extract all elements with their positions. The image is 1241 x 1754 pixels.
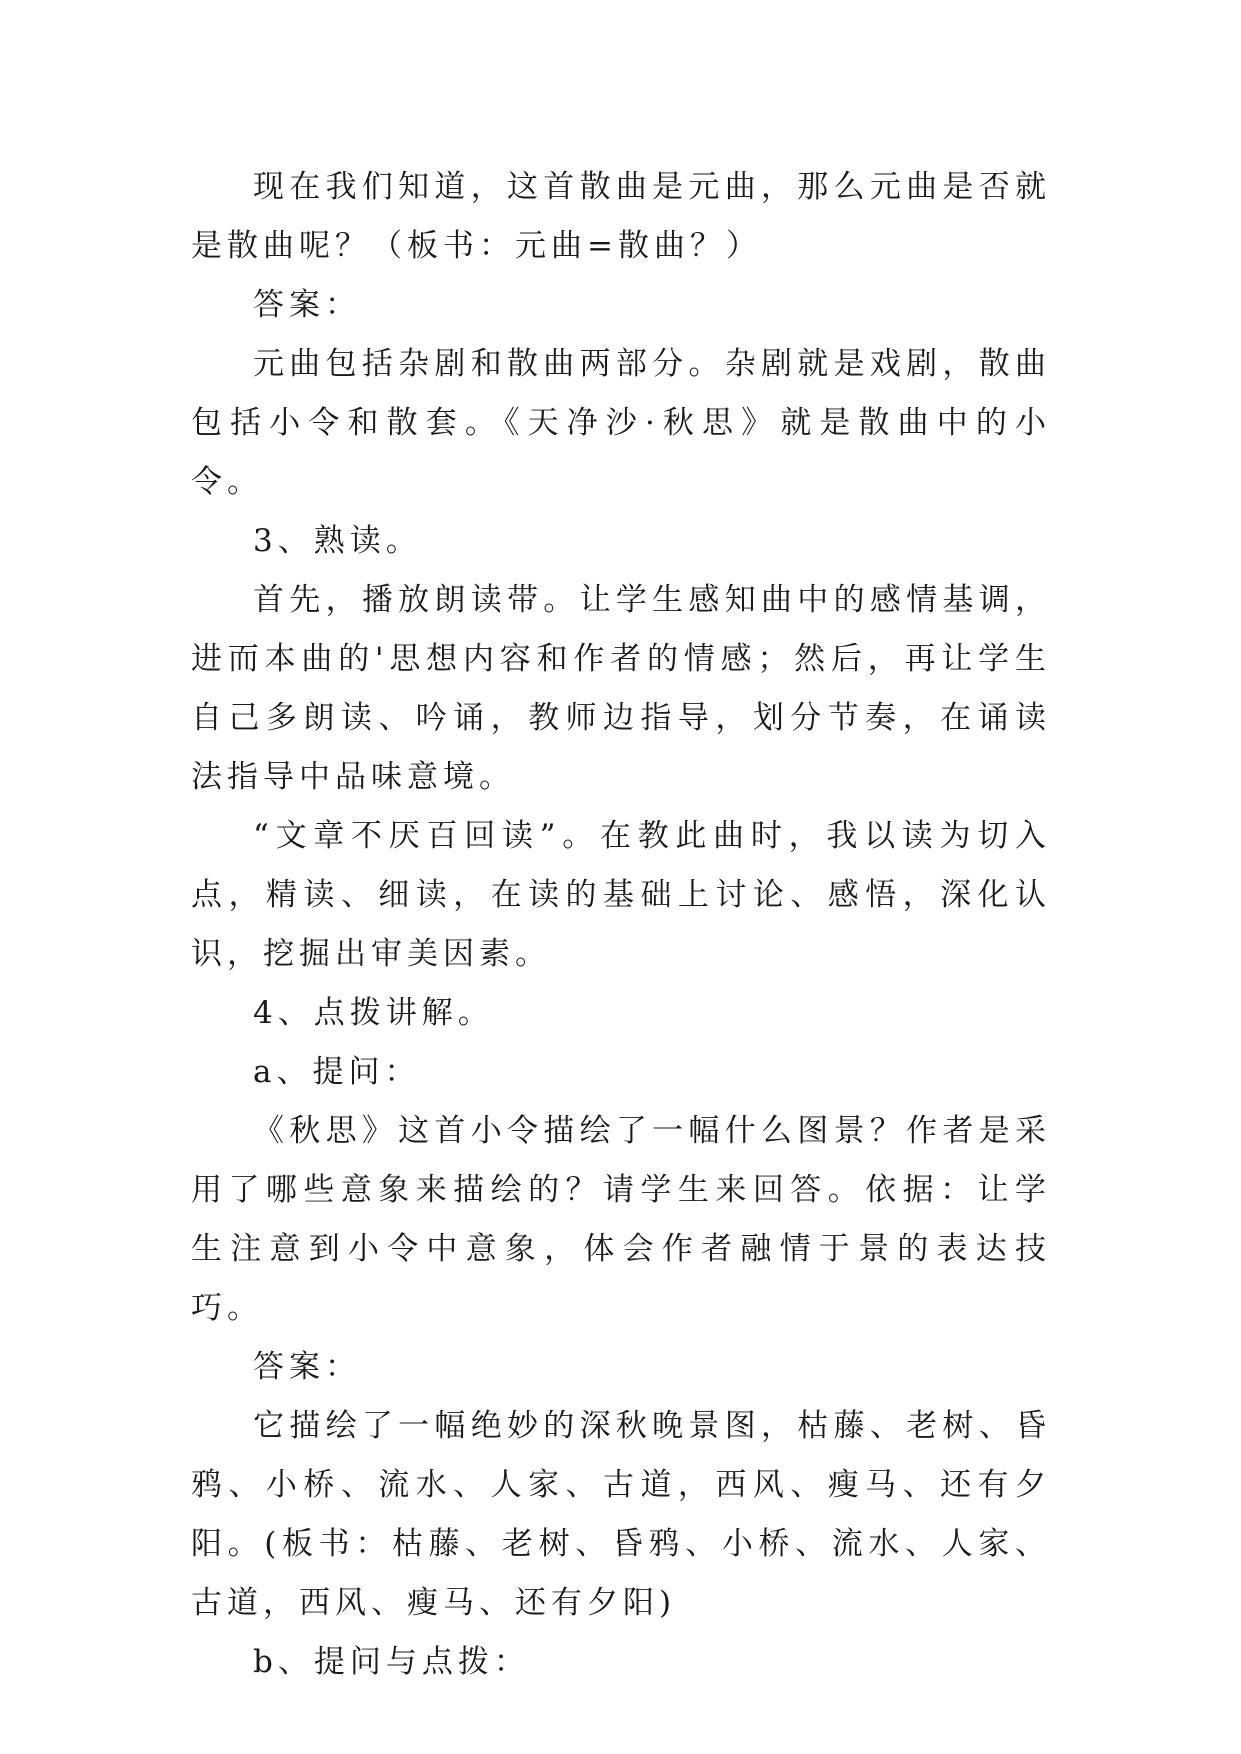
paragraph-heading-explain: 4、点拨讲解。 [253, 995, 494, 1031]
paragraph-answer-label-2: 答案： [253, 1349, 361, 1385]
paragraph-heading-shudu: 3、熟读。 [253, 523, 422, 559]
paragraph-reading-quote: “文章不厌百回读”。在教此曲时，我以读为切入点，精读、细读，在读的基础上讨论、感悟，深化认识，挖掘出审美因素。 [191, 818, 1051, 972]
document-body [191, 158, 1051, 1692]
paragraph-answer-label-1: 答案： [253, 287, 361, 323]
paragraph-reading-method: 首先，播放朗读带。让学生感知曲中的感情基调，进而本曲的'思想内容和作者的情感；然后，再让学生自己多朗读、吟诵，教师边指导，划分节奏，在诵读法指导中品味意境。 [191, 582, 1051, 795]
paragraph-yuanqu-answer: 元曲包括杂剧和散曲两部分。杂剧就是戏剧，散曲包括小令和散套。《天净沙·秋思》就是散曲中的小令。 [191, 346, 1051, 500]
paragraph-imagery-answer: 它描绘了一幅绝妙的深秋晚景图，枯藤、老树、昏鸦、小桥、流水、人家、古道，西风、瘦马、还有夕阳。(板书：枯藤、老树、昏鸦、小桥、流水、人家、古道，西风、瘦马、还有夕阳) [191, 1408, 1051, 1621]
paragraph-yuanqu-question: 现在我们知道，这首散曲是元曲，那么元曲是否就是散曲呢？（板书：元曲=散曲？） [191, 169, 1051, 264]
paragraph-question-a-body: 《秋思》这首小令描绘了一幅什么图景？作者是采用了哪些意象来描绘的？请学生来回答。依据：让学生注意到小令中意象，体会作者融情于景的表达技巧。 [191, 1113, 1051, 1326]
paragraph-question-b: b、提问与点拨： [253, 1644, 530, 1680]
paragraph-question-a: a、提问： [253, 1054, 421, 1090]
